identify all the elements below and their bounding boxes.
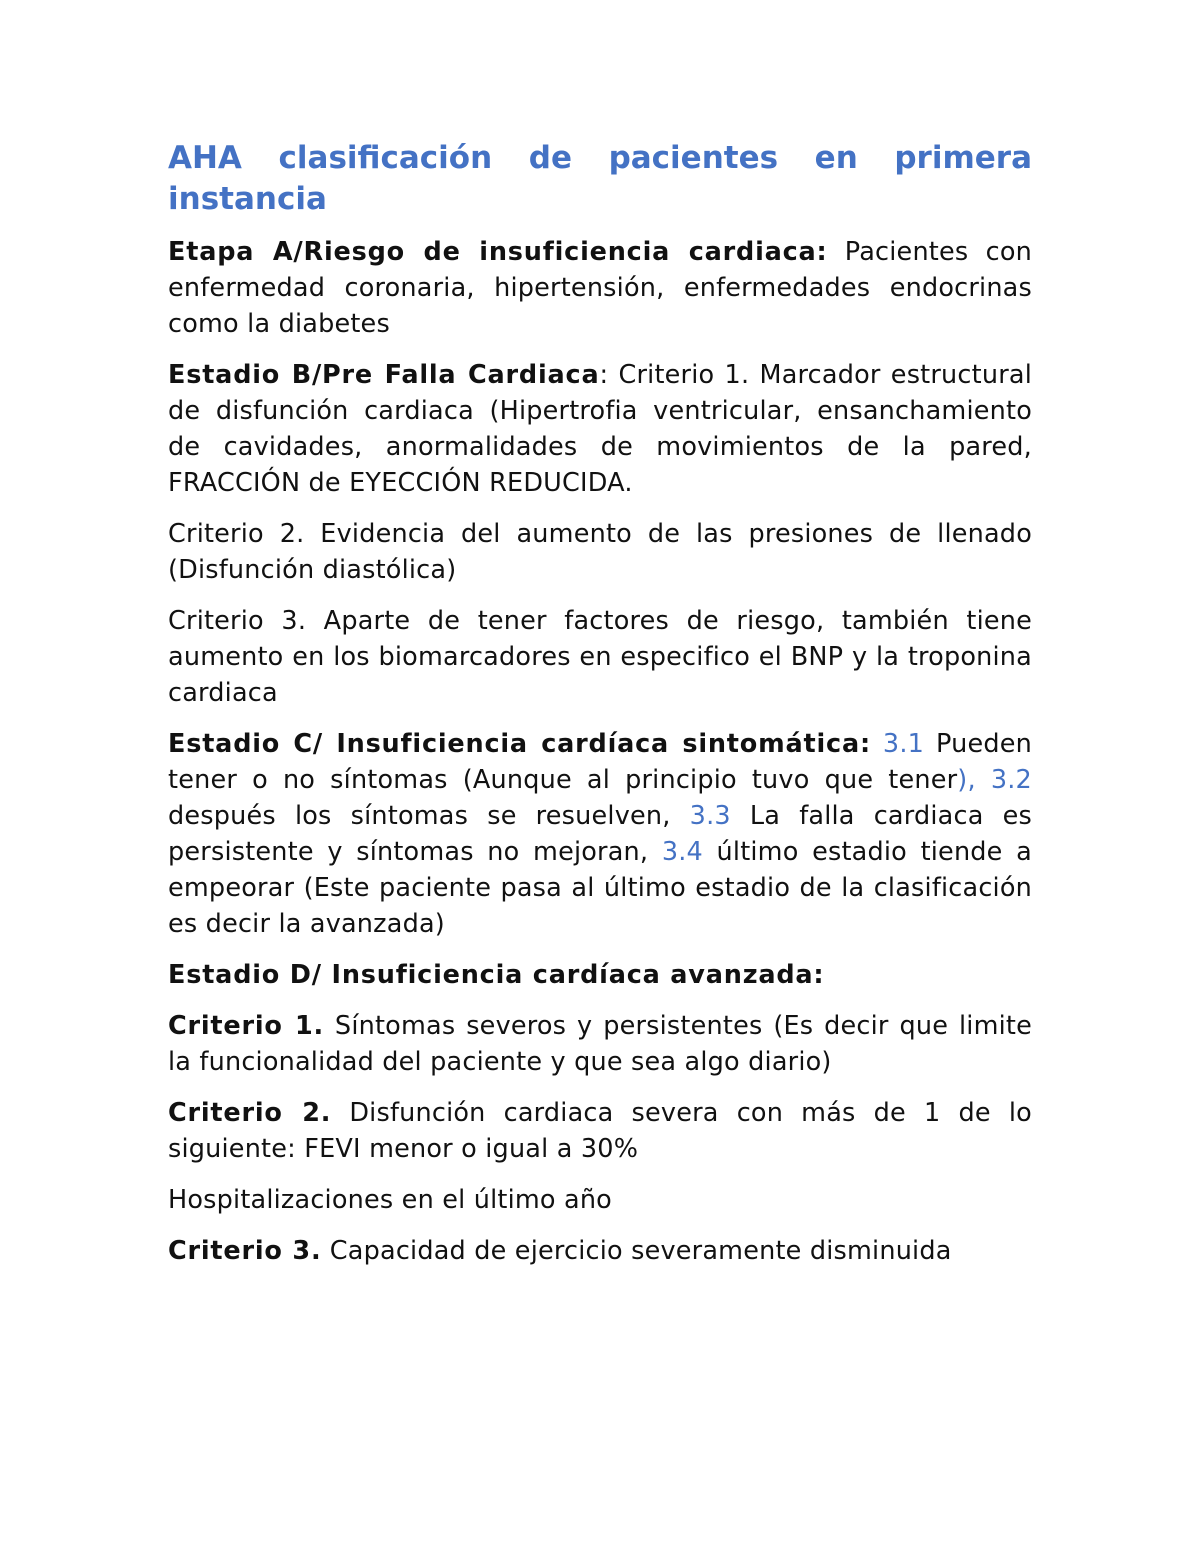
stage-c-num-4: 3.4 (661, 837, 703, 867)
stage-d-c2-text: Disfunción cardiaca severa con más de 1 de lo siguiente: FEVI menor o igual a 30% (168, 1098, 1032, 1164)
stage-d-c3-label: Criterio 3. (168, 1236, 322, 1266)
stage-c-num-1: 3.1 (882, 729, 925, 759)
document-page (168, 138, 1032, 1284)
stage-d-criterio-2 (168, 1095, 1032, 1167)
stage-c-paragraph (168, 726, 1032, 942)
stage-c-text-3: La falla cardiaca es persistente y síntomas no mejoran, (168, 801, 1033, 867)
stage-c-text-2: después los síntomas se resuelven, (168, 801, 690, 831)
stage-d-hospitalizaciones: Hospitalizaciones en el último año (168, 1185, 612, 1215)
stage-c-paren-close: ), (957, 765, 976, 795)
stage-a-paragraph (168, 234, 1032, 342)
document-title (168, 138, 1032, 220)
stage-d-heading: Estadio D/ Insuficiencia cardíaca avanzada: (168, 960, 825, 990)
stage-b-criterio-2: Criterio 2. Evidencia del aumento de las presiones de llenado (Disfunción diastólica) (168, 519, 1032, 585)
stage-d-heading-paragraph (168, 957, 1032, 993)
stage-b-criterio-3: Criterio 3. Aparte de tener factores de riesgo, también tiene aumento en los biomarcadores en especifico el BNP y la troponina cardiaca (168, 606, 1032, 708)
stage-d-c2-label: Criterio 2. (168, 1098, 332, 1128)
stage-b-paragraph (168, 357, 1032, 501)
stage-a-text: Pacientes con enfermedad coronaria, hipertensión, enfermedades endocrinas como la diabetes (168, 237, 1032, 339)
stage-b-text: : Criterio 1. Marcador estructural de disfunción cardiaca (Hipertrofia ventricular, ensanchamiento de cavidades, anormalidades de movimientos de la pared, FRACCIÓN de EYECCIÓN REDUCIDA. (168, 360, 1032, 498)
stage-d-criterio-3 (168, 1233, 1032, 1269)
stage-b-heading: Estadio B/Pre Falla Cardiaca (168, 360, 600, 390)
stage-c-num-3: 3.3 (689, 801, 731, 831)
stage-d-c3-text: Capacidad de ejercicio severamente disminuida (321, 1236, 952, 1266)
stage-d-c1-label: Criterio 1. (168, 1011, 325, 1041)
stage-d-c1-text: Síntomas severos y persistentes (Es decir que limite la funcionalidad del paciente y que sea algo diario) (168, 1011, 1032, 1077)
title-text: AHA clasificación de pacientes en primera instancia (168, 140, 1032, 217)
stage-c-text-1: Pueden tener o no síntomas (Aunque al principio tuvo que tener (168, 729, 1032, 795)
stage-c-heading: Estadio C/ Insuficiencia cardíaca sintomática: (168, 729, 871, 759)
stage-c-num-2: 3.2 (990, 765, 1032, 795)
stage-a-heading: Etapa A/Riesgo de insuficiencia cardiaca: (168, 237, 828, 267)
stage-c-text-4: último estadio tiende a empeorar (Este paciente pasa al último estadio de la clasificación es decir la avanzada) (168, 837, 1032, 939)
stage-d-criterio-1 (168, 1008, 1032, 1080)
